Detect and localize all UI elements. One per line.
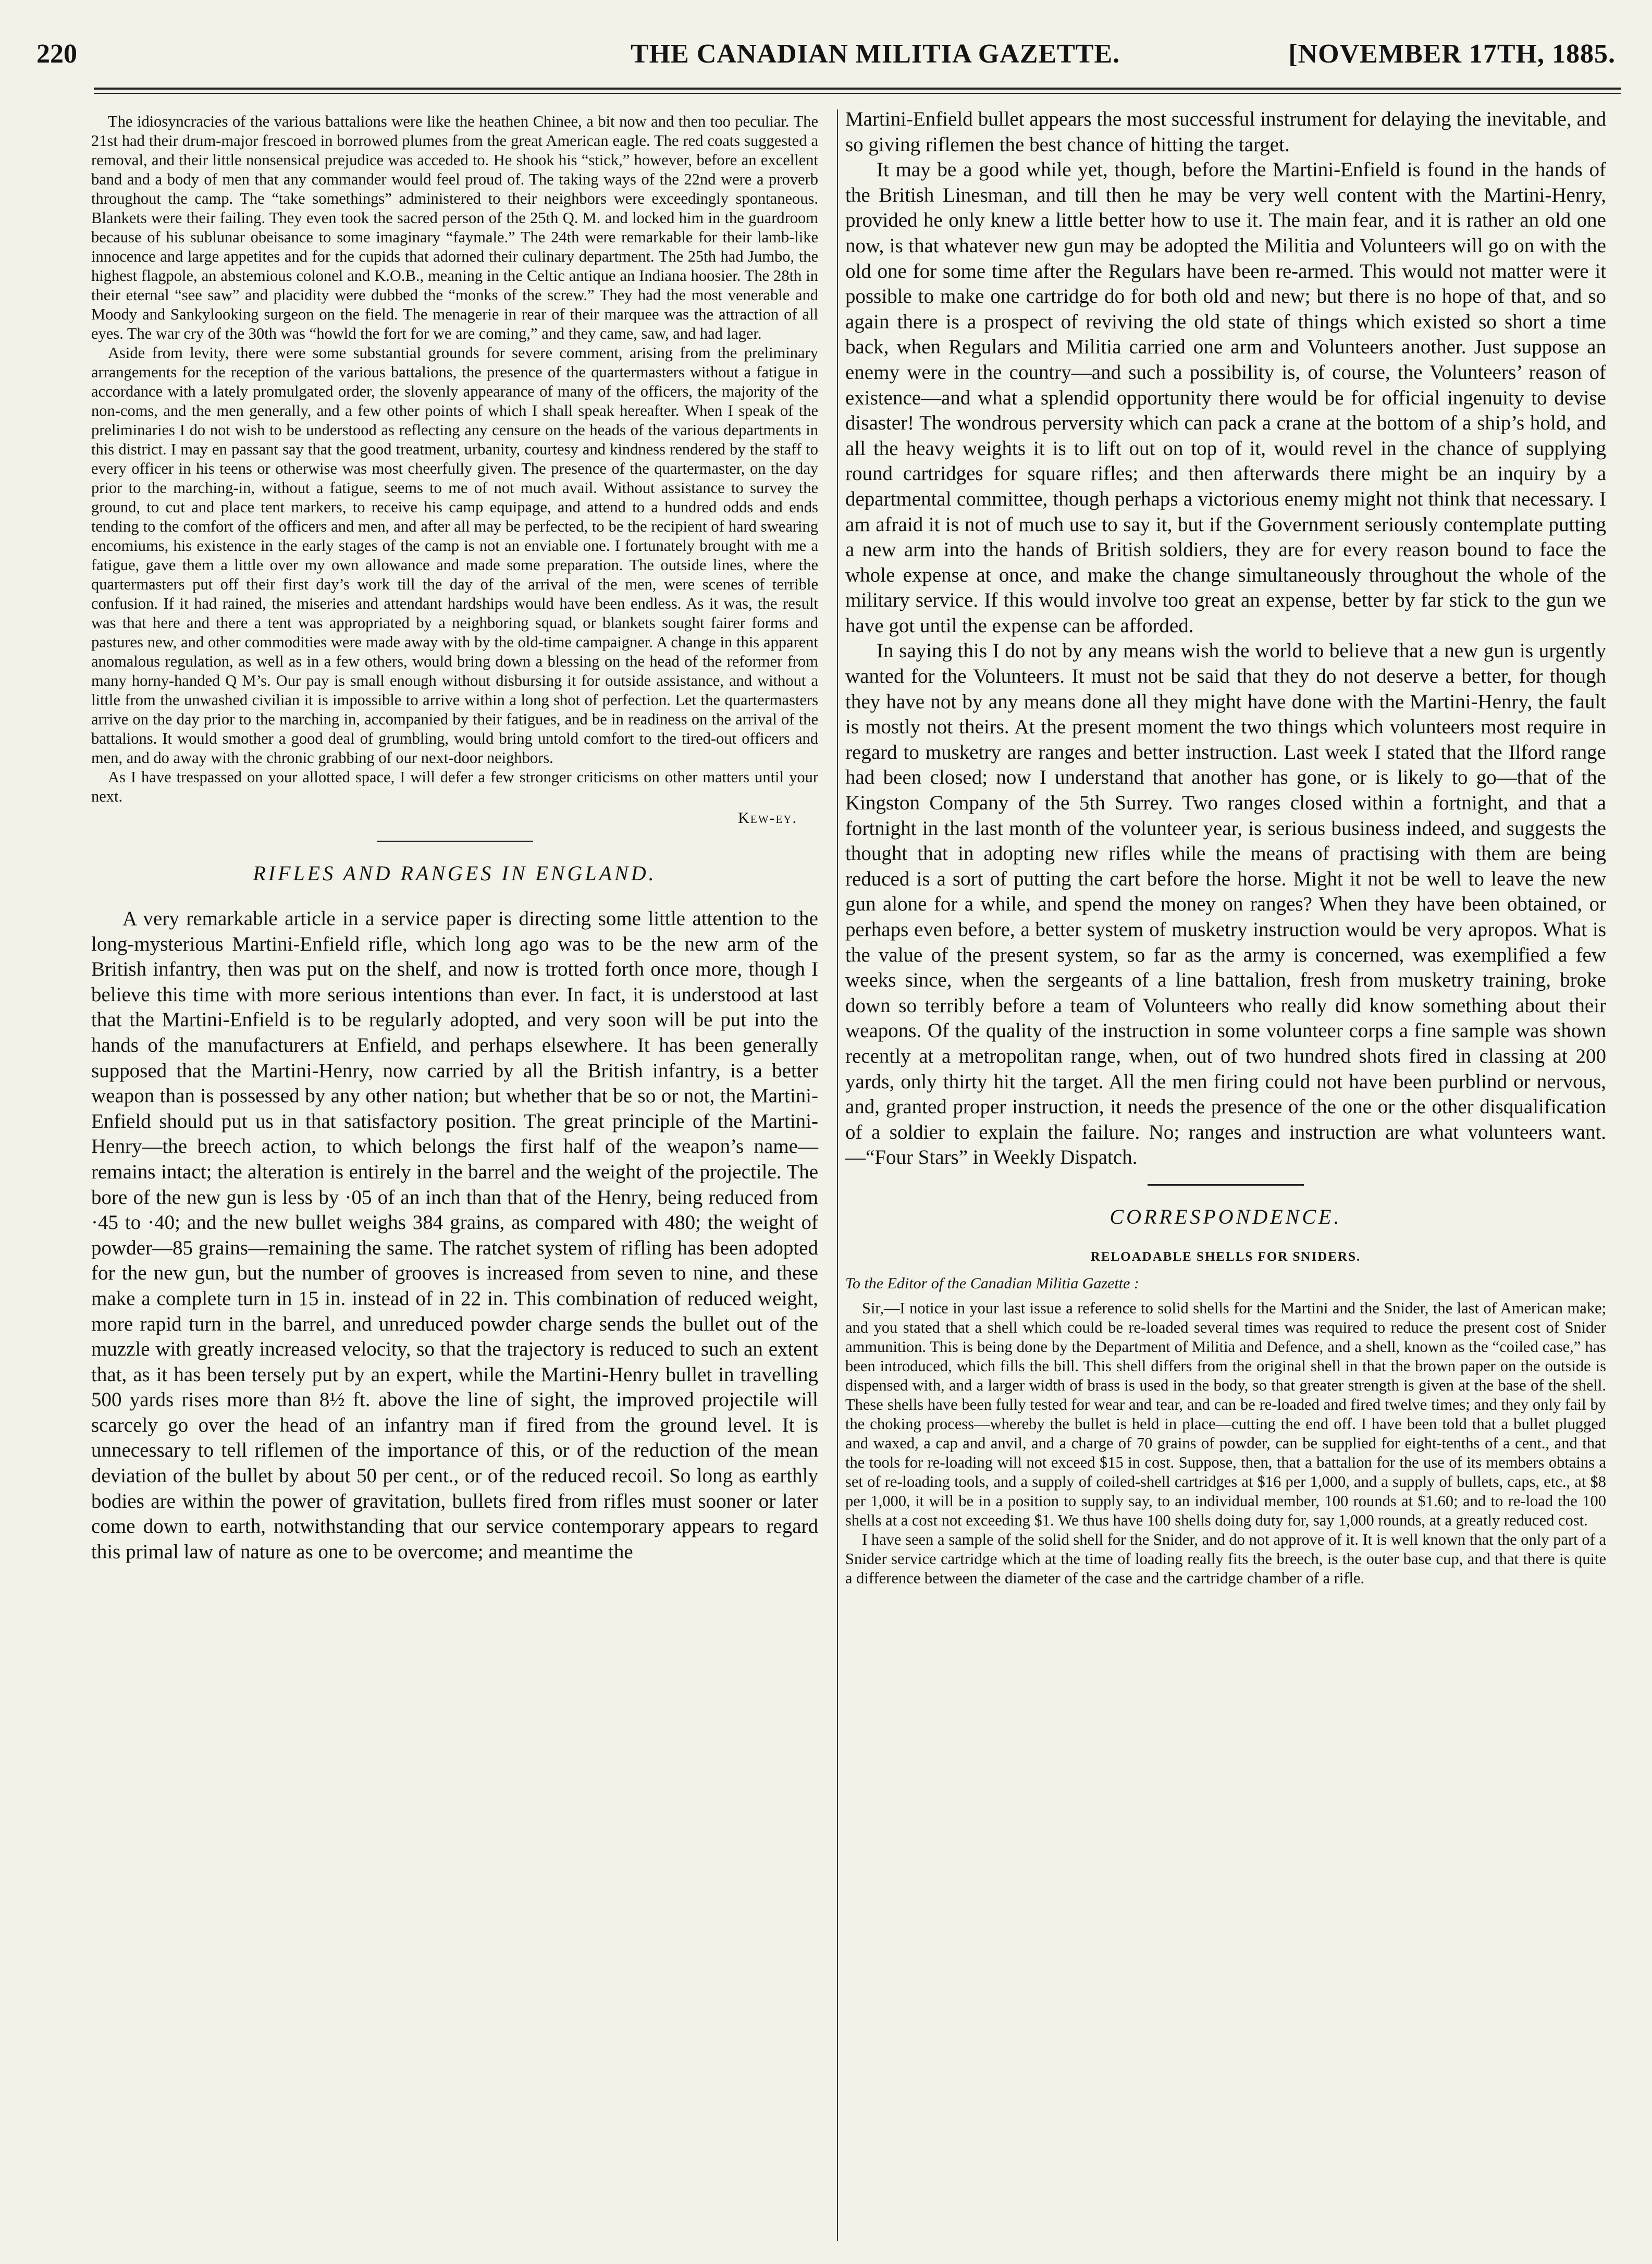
letter-paragraph: Sir,—I notice in your last issue a reference to solid shells for the Martini and the Snider, the last of American make; and you stated that a shell which could be re-loaded several times was required to reduce the present cost of Snider ammunition. This is being done by the Department of Militia and Defence, and a shell, known as the “coiled case,” has been introduced, which fills the bill. This shell differs from the original shell in that the brown paper on the outside is dispensed with, and a larger width of brass is used in the body, so that greater strength is given at the base of the shell. These shells have been fully tested for wear and tear, and can be re-loaded and fired twelve times; and they only fail by the choking process—whereby the bullet is held in place—cutting the end off. I have been told that a bullet plugged and waxed, a cap and anvil, and a charge of 70 grains of powder, can be supplied for eight-tenths of a cent., and that the tools for re-loading will not exceed $15 in cost. Suppose, then, that a battalion for the use of its members obtains a set of re-loading tools, and a supply of coiled-shell cartridges at $16 per 1,000, and a supply of bullets, caps, etc., at $8 per 1,000, it will be in a position to supply say, to an individual member, 100 rounds at $1.60; and to re-load the 100 shells at a cost not exceeding $1. We thus have 100 shells doing duty for, say 1,000 rounds, at a greatly reduced cost. — [845, 1299, 1606, 1529]
correspondence-title: CORRESPONDENCE. — [1109, 1204, 1342, 1228]
letter-title: RELOADABLE SHELLS FOR SNIDERS. — [1090, 1249, 1361, 1264]
letter-paragraph: I have seen a sample of the solid shell for the Snider, and do not approve of it. It is well known that the only part of a Snider service cartridge which at the time of loading really fits the breech, is the outer base cup, and that there is quite a difference between the diameter of the case and the cartridge chamber of a rifle. — [845, 1530, 1606, 1587]
letter-paragraph: As I have trespassed on your allotted space, I will defer a few stronger criticisms on other matters until your next. — [91, 768, 818, 805]
section-separator — [1148, 1184, 1304, 1186]
left-column — [91, 112, 818, 1565]
article-paragraph: Martini-Enfield bullet appears the most successful instrument for delaying the inevitable, and so giving riflemen the best chance of hitting the target. — [845, 108, 1606, 156]
issue-date: [NOVEMBER 17TH, 1885. — [1288, 39, 1616, 69]
article-paragraph: A very remarkable article in a service paper is directing some little attention to the long-mysterious Martini-Enfield rifle, which long ago was to be the new arm of the British infantry, then was put on the shelf, and now is trotted forth once more, though I believe this time with more serious intentions than ever. In fact, it is understood at last that the Martini-Enfield is to be regularly adopted, and very soon will be put into the hands of the manufacturers at Enfield, and perhaps elsewhere. It has been generally supposed that the Martini-Henry, now carried by all the British infantry, is a better weapon than is possessed by any other nation; but whether that be so or not, the Martini-Enfield should put us in that satisfactory position. The great principle of the Martini-Henry—the breech action, to which belongs the first half of the weapon’s name—remains intact; the alteration is entirely in the barrel and the weight of the projectile. The bore of the new gun is less by ·05 of an inch than that of the Henry, being reduced from ·45 to ·40; and the new bullet weighs 384 grains, as compared with 480; the weight of powder—85 grains—remaining the same. The ratchet system of rifling has been adopted for the new gun, but the number of grooves is increased from seven to nine, and these make a complete turn in 15 in. instead of in 22 in. This combination of reduced weight, more rapid turn in the barrel, and unreduced powder charge sends the bullet out of the muzzle with greatly increased velocity, so that the trajectory is reduced to such an extent that, as it has been tersely put by an expert, while the Martini-Henry bullet in travelling 500 yards rises more than 8½ ft. above the line of sight, the improved projectile will scarcely go over the head of an infantry man if fired from the ground level. It is unnecessary to tell riflemen of the importance of this, or of the reduction of the mean deviation of the bullet by about 50 per cent., or of the reduced recoil. So long as earthly bodies are within the power of gravitation, bullets fired from rifles must sooner or later come down to earth, notwithstanding that our service contemporary appears to regard this primal law of nature as one to be overcome; and meantime the — [91, 907, 818, 1563]
page-number: 220 — [36, 39, 77, 69]
header-rule-thin — [94, 93, 1621, 94]
letter-signature: Kew-ey. — [738, 809, 797, 827]
page-header — [36, 31, 1631, 89]
letter-paragraph: Aside from levity, there were some substantial grounds for severe comment, arising from the preliminary arrangements for the reception of the various battalions, the presence of the quartermasters without a fatigue in accordance with a lately promulgated order, the slovenly appearance of many of the officers, the majority of the non-coms, and the men generally, and a few other points of which I shall speak hereafter. When I speak of the preliminaries I do not wish to be understood as reflecting any censure on the heads of the various departments in this district. I may en passant say that the good treatment, urbanity, courtesy and kindness rendered by the staff to every officer in his teens or otherwise was most cheerfully given. The presence of the quartermaster, on the day prior to the marching-in, without a fatigue, seems to me of not much avail. Without assistance to survey the ground, to cut and place tent markers, to receive his camp equipage, and attend to a hundred odds and ends tending to the comfort of the officers and men, and after all may be perfected, to be the recipient of hard swearing encomiums, his existence in the early stages of the camp is not an enviable one. I fortunately brought with me a fatigue, gave them a little over my own allowance and made some preparation. The outside lines, where the quartermasters put off their first day’s work till the day of the arrival of the men, were scenes of terrible confusion. If it had rained, the miseries and attendant hardships would have been endless. As it was, the result was that here and there a tent was appropriated by a neighboring squad, or blankets sought fairer forms and pastures new, and other commodities were made away with by the old-time campaigner. A change in this apparent anomalous regulation, as well as in a few others, would bring down a blessing on the head of the reformer from many horny-handed Q M’s. Our pay is small enough without disbursing it for outside assistance, and without a little from the unwashed civilian it is impossible to arrive within a long shot of perfection. Let the quartermasters arrive on the day prior to the marching in, accompanied by their fatigues, and be in readiness on the arrival of the battalions. It would smother a good deal of grumbling, would bring untold comfort to the tired-out officers and men, and do away with the chronic grabbing of our next-door neighbors. — [91, 344, 818, 767]
header-rule — [94, 88, 1621, 90]
article-paragraph: It may be a good while yet, though, before the Martini-Enfield is found in the hands of the British Linesman, and till then he may be very well content with the Martini-Henry, provided he only knew a little better how to use it. The main fear, and it is rather an old one now, is that whatever new gun may be adopted the Militia and Volunteers will go on with the old one for some time after the Regulars have been re-armed. This would not matter were it possible to make one cartridge do for both old and new; but there is no hope of that, and so again there is a prospect of reviving the old state of things which existed so short a time back, when Regulars and Militia carried one arm and Volunteers another. Just suppose an enemy were in the country—and such a possibility is, of course, the Volunteers’ reason of existence—and what a splendid opportunity there would be for official ingenuity to devise disaster! The wondrous perversity which can pack a crane at the bottom of a ship’s hold, and all the heavy weights it is to lift out on top of it, would revel in the chance of supplying round cartridges for square rifles; and then afterwards there might be an inquiry by a departmental committee, though perhaps a victorious enemy might not think that necessary. I am afraid it is not of much use to say it, but if the Government seriously contemplate putting a new arm into the hands of British soldiers, they are for every reason bound to face the whole expense at once, and make the change simultaneously throughout the whole of the military service. If this would involve too great an expense, better by far stick to the gun we have got until the expense can be afforded. — [845, 158, 1606, 637]
masthead: THE CANADIAN MILITIA GAZETTE. — [631, 39, 1120, 69]
letter-paragraph: The idiosyncracies of the various battalions were like the heathen Chinee, a bit now and then too peculiar. The 21st had their drum-major frescoed in borrowed plumes from the great American eagle. The red coats suggested a removal, and their little nonsensical prejudice was acceded to. He shook his “stick,” however, before an excellent band and a body of men that any commander would feel proud of. The taking ways of the 22nd were a proverb throughout the camp. The “take somethings” administered to their neighbors were exceedingly spontaneous. Blankets were their failing. They even took the sacred person of the 25th Q. M. and locked him in the guardroom because of his sublunar obeisance to some imaginary “faymale.” The 24th were remarkable for their lamb-like innocence and large appetites and for the cupids that adorned their culinary department. The 25th had Jumbo, the highest flagpole, an abstemious colonel and K.O.B., meaning in the Celtic antique an Indiana hoosier. The 28th in their eternal “see saw” and placidity were dubbed the “monks of the screw.” They had the most venerable and Moody and Sankylooking surgeon on the field. The menagerie in rear of their marquee was the attraction of all eyes. The war cry of the 30th was “howld the fort for we are coming,” and they came, saw, and had lager. — [91, 113, 818, 342]
article-paragraph: In saying this I do not by any means wish the world to believe that a new gun is urgently wanted for the Volunteers. It must not be said that they do not deserve a better, for though they have not by any means done all they might have done with the Martini-Henry, the fault is mostly not theirs. At the present moment the two things which volunteers most require in regard to musketry are ranges and better instruction. Last week I stated that the Ilford range had been closed; now I understand that another has gone, or is likely to go—that of the Kingston Company of the 5th Surrey. Two ranges closed within a fortnight, and that a fortnight in the last month of the volunteer year, is serious business indeed, and suggests the thought that in adopting new rifles while the means of practising with them are being reduced is a sort of putting the cart before the horse. Might it not be well to leave the new gun alone for a while, and spend the money on ranges? When they have been obtained, or perhaps even before, a better system of musketry instruction would be very apropos. What is the value of the present system, so far as the army is concerned, was exemplified a few weeks since, when the sergeants of a line battalion, fresh from musketry training, broke down so terribly before a team of Volunteers who really did know something about their weapons. Of the quality of the instruction in some volunteer corps a fine sample was shown recently at a metropolitan range, when, out of two hundred shots fired in classing at 200 yards, only thirty hit the target. All the men firing could not have been purblind or nervous, and, granted proper instruction, it needs the presence of the one or the other disqualification of a soldier to explain the failure. No; ranges and instruction are what volunteers want.—“Four Stars” in Weekly Dispatch. — [845, 639, 1606, 1169]
column-divider — [837, 109, 838, 2241]
article-title: RIFLES AND RANGES IN ENGLAND. — [253, 862, 657, 885]
letter-salutation: To the Editor of the Canadian Militia Gazette : — [845, 1274, 1139, 1292]
right-column — [845, 107, 1606, 1588]
section-separator — [377, 841, 533, 842]
